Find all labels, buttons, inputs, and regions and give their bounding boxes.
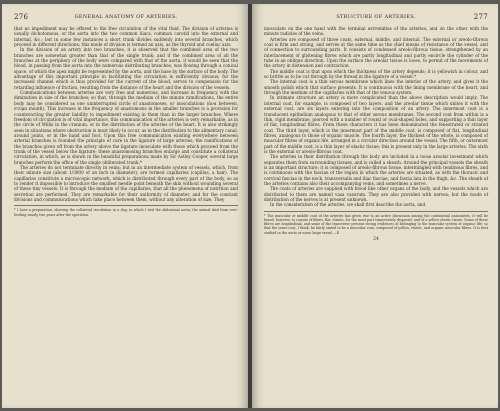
- printer-signature: 24: [373, 236, 379, 242]
- left-footnote: * I have a preparation, showing the collateral circulation in a dog, in which I tied the abdominal aorta; the animal died from over-feeding nearly two years after the operation.: [14, 205, 238, 216]
- right-paragraph: inosculate on the one hand with the terminal extremities of the arteries; and on the other with the minute radicles of the veins.: [264, 26, 488, 37]
- right-paragraph: In intimate structure an artery is more complicated than the above description would imply. The internal coat, for example, is composed of two layers, and the areolar tissue which unites it with the external coat, are six layers entering into the composition of an artery. The innermost coat is a translucent epithelium analogous to that of other serous membranes. The second coat from within is a thin, rigid membrane, pierced with a number of round or oval-shaped holes, and supporting a thin layer of flat, longitudinal fibres. From these characters it has been denominated the fenestrated or striated coat. The third layer, which is the innermost part of the middle coat, is composed of flat, longitudinal fibres, analogous to those of organic muscle. The fourth layer, the thickest of the whole, is composed of muscular fibres of organic life, arranged in a circular direction around the vessel. The fifth, or outermost part of the middle coat, is a thin layer of elastic tissue; this is present only in the large arteries. The sixth is the external or areolo-fibrous coat.: [264, 95, 488, 154]
- left-page: [2, 4, 248, 408]
- right-running-title: STRUCTURE OF ARTERIES.: [336, 14, 416, 20]
- right-page-number: 277: [473, 13, 488, 21]
- right-footnote: * The muscular or middle coat of the arteries has given rise to an active discussion among the continental anatomists. It will be found, however, to consist of fibres, flat, elastic, for the most part transversely disposed, and of a yellow elastic tissue. Some of these fibres are longitudinal, and some of the transverse present strong evidences of belonging to the muscular system of organic life; so that the inner coat, I think, be fairly stated to be a muscular coat, composed of yellow, elastic, and organic muscular fibres. It is best studied in the aorta or some large vessel.—E.: [264, 211, 488, 235]
- left-paragraph: The arteries do not terminate directly in veins; but in an intermediate system of vessels, which, from their minute size (about 1/3000 of an inch in diameter), are termed capillaries (capillus, a hair). The capillaries constitute a microscopic network, which is distributed through every part of the body, so as to render it impossible to introduce the smallest needle point beneath the skin without wounding several of these tiny vessels. It is through the medium of the capillaries, that all the phenomena of nutrition and secretion are performed. They are remarkable for their uniformity of diameter, and for the constant divisions and communications which take place between them, without any alteration of size. They: [14, 164, 238, 202]
- left-page-number: 276: [14, 13, 29, 21]
- left-paragraph: that no impediment may be offered to the free circulation of the vital fluid. The division of arteries is usually dichotomous, or the aorta into the two common iliacs, common carotid into the external and internal, &c.; but in some few instances a short trunk divides suddenly into several branches, which proceed in different directions; this mode of division is termed an axis, as the thyroid and coeliac axis.: [14, 26, 238, 48]
- left-page-header: [14, 13, 238, 23]
- left-running-title: GENERAL ANATOMY OF ARTERIES.: [74, 14, 178, 20]
- right-paragraph: The arteries in their distribution through the body are included in a loose areolar investment which separates them from surrounding tissues, and is called a sheath. Around the principal vessels the sheath is an important structure; it is composed of areolo-fibrous tissue, intermingled with tendinous fibres, and is continuous with the fasciae of the region in which the arteries are situated, as with the thoracic and cervical fasciae in the neck, transversalis and iliac fasciae, and fascia lata in the thigh, &c. The sheath of the arteries contains also their accompanying veins, and sometimes a nerve.: [264, 154, 488, 186]
- right-page-header: [264, 13, 488, 23]
- left-paragraph: Communications between arteries are very free and numerous, and increase in frequency with the diminution in size of the branches; so that, through the medium of the minute ramifications, the entire body may be considered as one uninterrupted circle of anastomoses, or inosculations (ἀνα between, στόμα mouth). This increase in the frequency of anastomosis in the smaller branches is a provision for counteracting the greater liability to impediment existing in them than in the larger branches. Where freedom of circulation is of vital importance, this communication of the arteries is very remarkable, as in the circle of Willis in the cranium, or in the distribution of the arteries of the heart. It is also strikingly seen in situations where obstruction is most likely to occur, as in the distribution to the alimentary canal, around joints, or in the hand and foot. Upon this free communication existing everywhere between arterial branches is founded the principle of cure in the ligature of large arteries; the ramifications of the branches given off from the artery above the ligature inosculate with those which proceed from the trunk of the vessel below the ligature; these anastomosing branches enlarge and constitute a collateral circulation, in which, as is shown in the beautiful preparations made by Sir Astley Cooper, several large branches perform the office of the single obliterated trunk.*: [14, 90, 238, 165]
- right-paragraph: In the consideration of the arteries, we shall first describe the aorta, and: [270, 202, 426, 208]
- left-paragraph: In the division of an artery into two branches, it is observed that the combined area of the two branches are somewhat greater than that of the single trunk; and if the combined area of all the branches at the periphery of the body were compared with that of the aorta, it would be seen that the blood, in passing from the aorta into the numerous distributing branches, was flowing through a conical space, of which the apex might be represented by the aorta, and the base by the surface of the body. The advantage of this important principle in facilitating the circulation is sufficiently obvious; for the increased channel which is thus provided for the current of the blood, serves to compensate for the retarding influence of friction, resulting from the distance of the heart and the division of the vessels.: [14, 47, 238, 90]
- right-paragraph: Arteries are composed of three coats, external, middle, and internal. The external or areolo-fibrous coat is firm and strong, and serves at the same time as the chief means of resistance of the vessel, and of connection to surrounding parts. It consists of condensed areolo-fibrous tissue, strengthened by an interlacement of glistening fibres which are partly longitudinal and partly encircle the cylinder of the tube in an oblique direction. Upon the surface the areolar tissue is loose, to permit of the movements of the artery in distension and contraction.: [264, 36, 488, 69]
- right-paragraph: The middle coat is that upon which the thickness of the artery depends; it is yellowish in colour, and so brittle as to be cut through by the thread in the ligature of a vessel.*: [264, 68, 488, 80]
- right-paragraph: The coats of arteries are supplied with blood like other organs of the body, and the vessels which are distributed to them are named vasa vasorum. They are also provided with nerves; but the mode of distribution of the nerves is at present unknown.: [264, 186, 488, 202]
- right-paragraph: The internal coat is a thin serous membrane which lines the interior of the artery, and gives it the smooth polish which that surface presents. It is continuous with the lining membrane of the heart, and through the medium of the capillaries with that of the venous system.: [264, 79, 488, 96]
- right-page: [252, 4, 498, 408]
- left-body-text: [14, 26, 238, 202]
- right-body-text: [264, 26, 488, 208]
